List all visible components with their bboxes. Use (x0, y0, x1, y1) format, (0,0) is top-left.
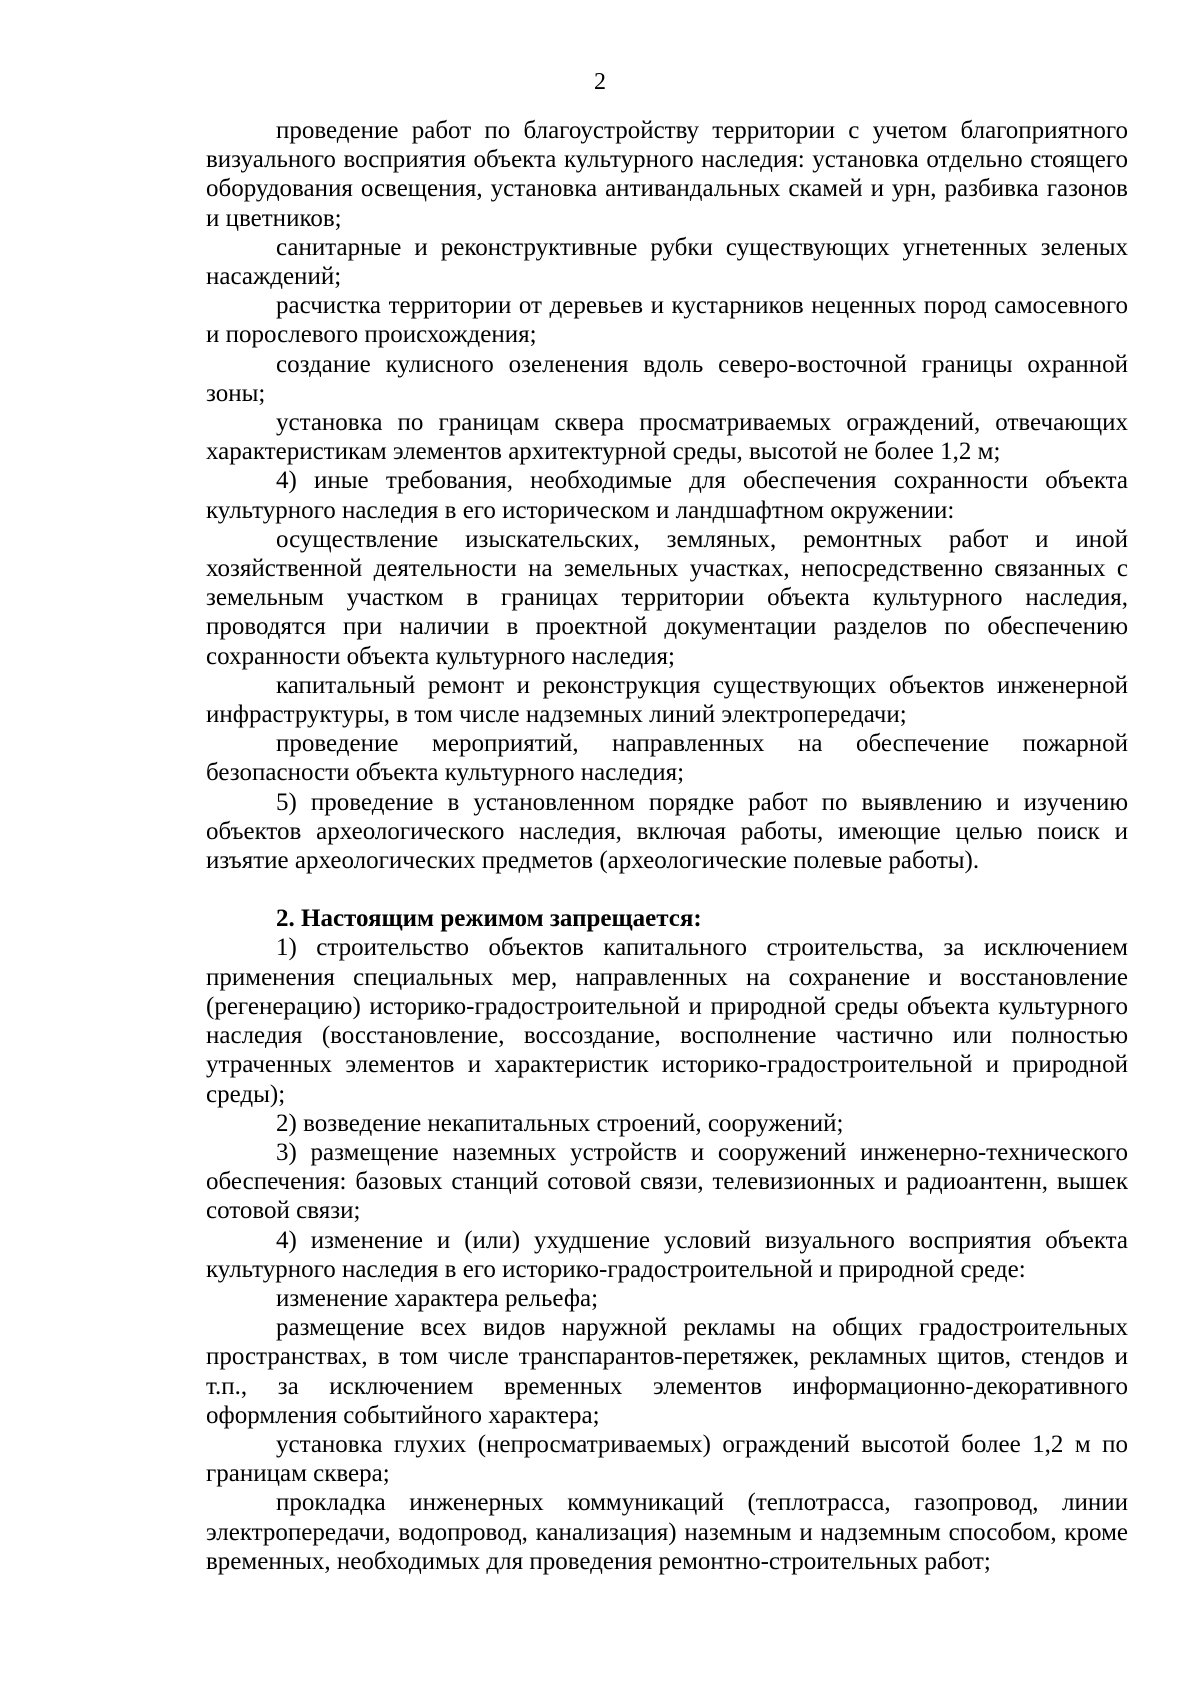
paragraph-utility-lines: прокладка инженерных коммуникаций (теплотрасса, газопровод, линии электропередачи, водопровод, канализация) наземным и надземным способом, кроме временных, необходимых для проведения ремонтно-строительных работ; (206, 1489, 1128, 1575)
paragraph-solid-fences: установка глухих (непросматриваемых) ограждений высотой более 1,2 м по границам сквера; (206, 1430, 1128, 1488)
paragraph-archaeological-works: 5) проведение в установленном порядке работ по выявлению и изучению объектов археологического наследия, включая работы, имеющие целью поиск и изъятие археологических предметов (археологические полевые работы). (206, 788, 1128, 875)
document-body (206, 116, 1128, 1576)
section-heading-prohibited: 2. Настоящим режимом запрещается: (276, 905, 702, 933)
paragraph-visual-perception: 4) изменение и (или) ухудшение условий визуального восприятия объекта культурного наследия в его историко-градостроительной и природной среде: (206, 1226, 1128, 1283)
paragraph-fire-safety: проведение мероприятий, направленных на обеспечение пожарной безопасности объекта культурного наследия; (206, 730, 1128, 787)
paragraph-temporary-structures: 2) возведение некапитальных строений, сооружений; (276, 1109, 844, 1137)
page-number: 2 (594, 69, 606, 95)
paragraph-engineering-devices: 3) размещение наземных устройств и сооружений инженерно-технического обеспечения: базовых станций сотовой связи, телевизионных и радиоантенн, вышек сотовой связи; (206, 1138, 1128, 1225)
paragraph-landscaping-works: проведение работ по благоустройству территории с учетом благоприятного визуального восприятия объекта культурного наследия: установка отдельно стоящего оборудования освещения, установка антивандальных скамей и урн, разбивка газонов и цветников; (206, 117, 1128, 232)
paragraph-see-through-fences: установка по границам сквера просматриваемых ограждений, отвечающих характеристикам элементов архитектурной среды, высотой не более 1,2 м; (206, 409, 1128, 466)
paragraph-infrastructure-repair: капитальный ремонт и реконструкция существующих объектов инженерной инфраструктуры, в том числе надземных линий электропередачи; (206, 671, 1128, 729)
paragraph-screen-planting: создание кулисного озеленения вдоль северо-восточной границы охранной зоны; (206, 350, 1128, 407)
paragraph-capital-construction: 1) строительство объектов капитального строительства, за исключением применения специальных мер, направленных на сохранение и восстановление (регенерацию) историко-градостроительной и природной среды объекта культурного наследия (восстановление, воссоздание, восполнение частично или полностью утраченных элементов и характеристик историко-градостроительной и природной среды); (206, 934, 1128, 1108)
paragraph-survey-works: осуществление изыскательских, земляных, ремонтных работ и иной хозяйственной деятельности на земельных участках, непосредственно связанных с земельным участком в границах территории объекта культурного наследия, проводятся при наличии в проектной документации разделов по обеспечению сохранности объекта культурного наследия; (206, 525, 1128, 670)
paragraph-clearing-territory: расчистка территории от деревьев и кустарников неценных пород самосевного и порослевого происхождения; (206, 292, 1128, 349)
paragraph-outdoor-advertising: размещение всех видов наружной рекламы на общих градостроительных пространствах, в том числе транспарантов-перетяжек, рекламных щитов, стендов и т.п., за исключением временных элементов информационно-декоративного оформления событийного характера; (206, 1314, 1128, 1429)
paragraph-sanitary-felling: санитарные и реконструктивные рубки существующих угнетенных зеленых насаждений; (206, 233, 1128, 291)
paragraph-relief-change: изменение характера рельефа; (276, 1284, 599, 1312)
paragraph-other-requirements: 4) иные требования, необходимые для обеспечения сохранности объекта культурного наследия в его историческом и ландшафтном окружении: (206, 467, 1128, 524)
